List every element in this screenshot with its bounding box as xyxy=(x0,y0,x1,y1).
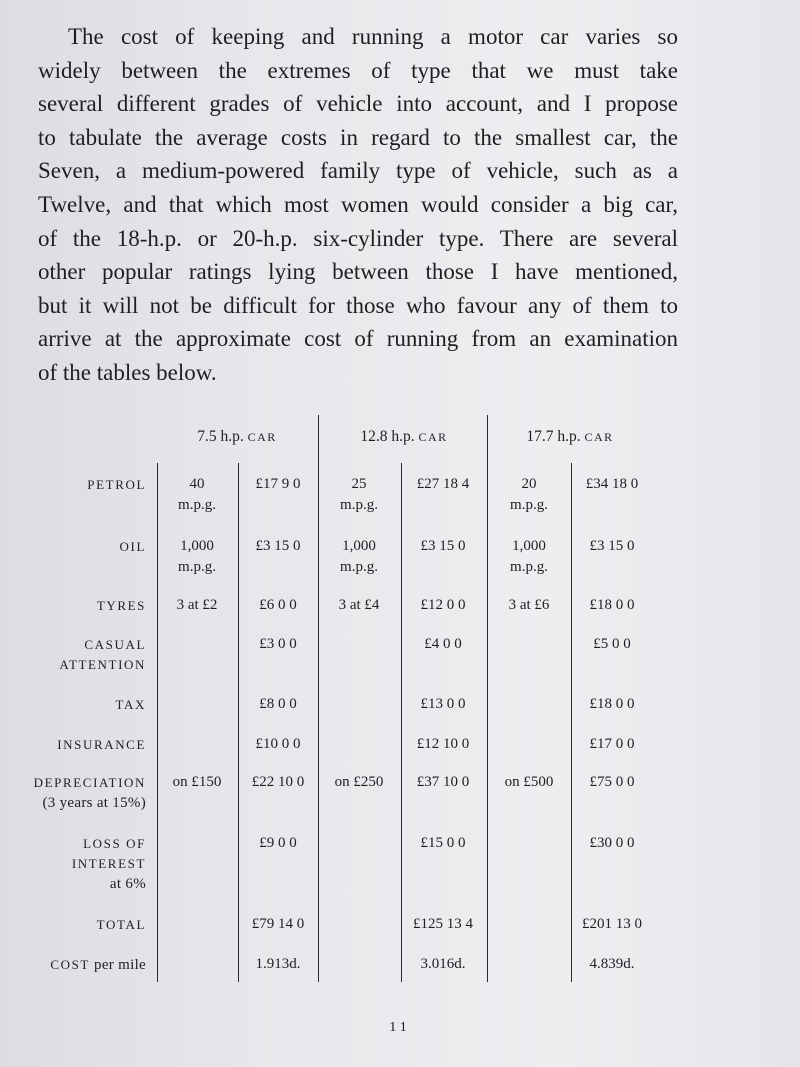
cell-line: £12 10 0 xyxy=(416,736,470,752)
paragraph-line: to tabulate the average costs in regard to the smallest car, the xyxy=(38,124,678,150)
row-label-line: OIL xyxy=(119,539,146,554)
cell-line: £22 10 0 xyxy=(251,774,305,790)
quantity-cell xyxy=(319,536,399,578)
column-header-hp: 7.5 h.p. xyxy=(197,428,244,445)
cost-cell xyxy=(573,734,651,755)
cell-line: m.p.g. xyxy=(178,559,216,575)
cost-cell xyxy=(239,833,317,854)
cell-line: £3 15 0 xyxy=(589,538,635,554)
cell-line: 4.839d. xyxy=(589,956,635,972)
cell-line: m.p.g. xyxy=(340,559,378,575)
cost-cell xyxy=(239,914,317,935)
column-header-car: CAR xyxy=(418,430,448,444)
quantity-cell xyxy=(489,536,569,578)
cost-cell xyxy=(239,595,317,616)
row-label-line: (3 years at 15%) xyxy=(42,795,146,811)
paragraph-line: widely between the extremes of type that we must take xyxy=(38,57,678,83)
column-header-hp: 12.8 h.p. xyxy=(360,428,415,445)
cell-line: £3 15 0 xyxy=(255,538,301,554)
cell-line: £34 18 0 xyxy=(585,476,639,492)
cell-line: on £500 xyxy=(504,774,554,790)
row-label-line: TOTAL xyxy=(96,917,146,932)
cell-line: £3 15 0 xyxy=(420,538,466,554)
column-header xyxy=(490,428,650,446)
cost-cell xyxy=(239,474,317,495)
cell-line: £4 0 0 xyxy=(424,636,462,652)
cell-line: £27 18 4 xyxy=(416,476,470,492)
cell-line: £18 0 0 xyxy=(589,696,635,712)
cell-line: £6 0 0 xyxy=(259,597,297,613)
cell-line: on £150 xyxy=(172,774,222,790)
cell-line: £75 0 0 xyxy=(589,774,635,790)
row-label xyxy=(120,537,146,557)
column-header-car: CAR xyxy=(247,430,277,444)
cost-cell xyxy=(402,833,484,854)
cell-line: 1,000 xyxy=(512,538,546,554)
cell-line: £13 0 0 xyxy=(420,696,466,712)
row-label xyxy=(59,635,146,675)
cell-line: £15 0 0 xyxy=(420,835,466,851)
intro-paragraph xyxy=(38,20,678,390)
row-label-line: CASUAL xyxy=(84,637,146,652)
cell-line: m.p.g. xyxy=(510,559,548,575)
cost-cell xyxy=(402,634,484,655)
quantity-cell xyxy=(158,536,236,578)
cell-line: £201 13 0 xyxy=(582,916,642,932)
cost-cell xyxy=(239,734,317,755)
column-header xyxy=(157,428,317,446)
row-label-line: TAX xyxy=(115,697,146,712)
cell-line: m.p.g. xyxy=(510,497,548,513)
row-label xyxy=(87,475,146,495)
quantity-cell xyxy=(319,474,399,516)
paragraph-line: Twelve, and that which most women would consider a big car, xyxy=(38,191,678,217)
cell-line: 1,000 xyxy=(342,538,376,554)
cost-cell xyxy=(402,694,484,715)
cost-cell xyxy=(239,694,317,715)
quantity-cell xyxy=(158,595,236,616)
cell-line: m.p.g. xyxy=(340,497,378,513)
cell-line: 20 xyxy=(521,476,537,492)
cell-line: £79 14 0 xyxy=(251,916,305,932)
paragraph-line: of the 18-h.p. or 20-h.p. six-cylinder type. There are several xyxy=(38,225,678,251)
cost-cell xyxy=(573,954,651,975)
cost-cell xyxy=(402,734,484,755)
cell-line: £30 0 0 xyxy=(589,835,635,851)
cell-line: 1.913d. xyxy=(255,956,301,972)
row-label xyxy=(97,596,146,616)
cost-cell xyxy=(573,634,651,655)
cell-line: on £250 xyxy=(334,774,384,790)
row-label xyxy=(57,735,146,755)
cost-cell xyxy=(239,536,317,557)
cell-line: 25 xyxy=(351,476,367,492)
cost-cell xyxy=(573,914,651,935)
cost-cell xyxy=(573,772,651,793)
cost-cell xyxy=(573,474,651,495)
cell-line: £18 0 0 xyxy=(589,597,635,613)
cell-line: £8 0 0 xyxy=(259,696,297,712)
row-label-line: COST xyxy=(50,957,90,972)
cost-cell xyxy=(573,694,651,715)
row-label-line: INSURANCE xyxy=(57,737,146,752)
row-label-line: per mile xyxy=(89,957,146,973)
cell-line: £17 9 0 xyxy=(255,476,301,492)
cell-line: £3 0 0 xyxy=(259,636,297,652)
row-label xyxy=(97,915,146,935)
cell-line: 3 at £2 xyxy=(176,597,218,613)
cost-cell xyxy=(239,772,317,793)
column-header-hp: 17.7 h.p. xyxy=(526,428,581,445)
cost-cell xyxy=(239,954,317,975)
paragraph-line: of the tables below. xyxy=(38,359,217,385)
paragraph-line: but it will not be difficult for those who favour any of them to xyxy=(38,292,678,318)
cost-cell xyxy=(402,474,484,495)
row-label-line: PETROL xyxy=(87,477,146,492)
row-label-line: ATTENTION xyxy=(59,657,146,672)
cost-cell xyxy=(573,536,651,557)
cell-line: 3 at £6 xyxy=(508,597,550,613)
row-label-line: at 6% xyxy=(109,876,146,892)
cell-line: £125 13 4 xyxy=(413,916,473,932)
column-header xyxy=(324,428,484,446)
row-label-line: DEPRECIATION xyxy=(33,775,146,790)
cell-line: £10 0 0 xyxy=(255,736,301,752)
row-label xyxy=(34,773,146,813)
cell-line: £9 0 0 xyxy=(259,835,297,851)
cost-cell xyxy=(239,634,317,655)
cell-line: £37 10 0 xyxy=(416,774,470,790)
row-label xyxy=(50,955,146,975)
paragraph-line: other popular ratings lying between those I have mentioned, xyxy=(38,259,678,285)
quantity-cell xyxy=(319,595,399,616)
cost-cell xyxy=(402,595,484,616)
cost-cell xyxy=(402,954,484,975)
cell-line: 3 at £4 xyxy=(338,597,380,613)
quantity-cell xyxy=(319,772,399,793)
quantity-cell xyxy=(489,474,569,516)
cell-line: 3.016d. xyxy=(420,956,466,972)
quantity-cell xyxy=(489,772,569,793)
row-label-line: LOSS OF xyxy=(83,836,146,851)
cell-line: 40 xyxy=(189,476,205,492)
cell-line: m.p.g. xyxy=(178,497,216,513)
cost-cell xyxy=(573,595,651,616)
cost-cell xyxy=(573,833,651,854)
cell-line: £5 0 0 xyxy=(593,636,631,652)
quantity-cell xyxy=(158,474,236,516)
cost-cell xyxy=(402,914,484,935)
row-label xyxy=(116,695,146,715)
quantity-cell xyxy=(158,772,236,793)
row-label-line: INTEREST xyxy=(71,856,146,871)
quantity-cell xyxy=(489,595,569,616)
row-label-line: TYRES xyxy=(96,598,146,613)
cell-line: £17 0 0 xyxy=(589,736,635,752)
paragraph-line: several different grades of vehicle into account, and I propose xyxy=(38,91,678,117)
cell-line: £12 0 0 xyxy=(420,597,466,613)
paragraph-line: The cost of keeping and running a motor car varies so xyxy=(68,24,678,49)
cell-line: 1,000 xyxy=(180,538,214,554)
cost-cell xyxy=(402,536,484,557)
column-header-car: CAR xyxy=(584,430,614,444)
page-number: 11 xyxy=(389,1020,411,1035)
paragraph-line: arrive at the approximate cost of running from an examination xyxy=(38,326,678,352)
row-label xyxy=(72,834,146,894)
cost-cell xyxy=(402,772,484,793)
paragraph-line: Seven, a medium-powered family type of vehicle, such as a xyxy=(38,158,678,184)
